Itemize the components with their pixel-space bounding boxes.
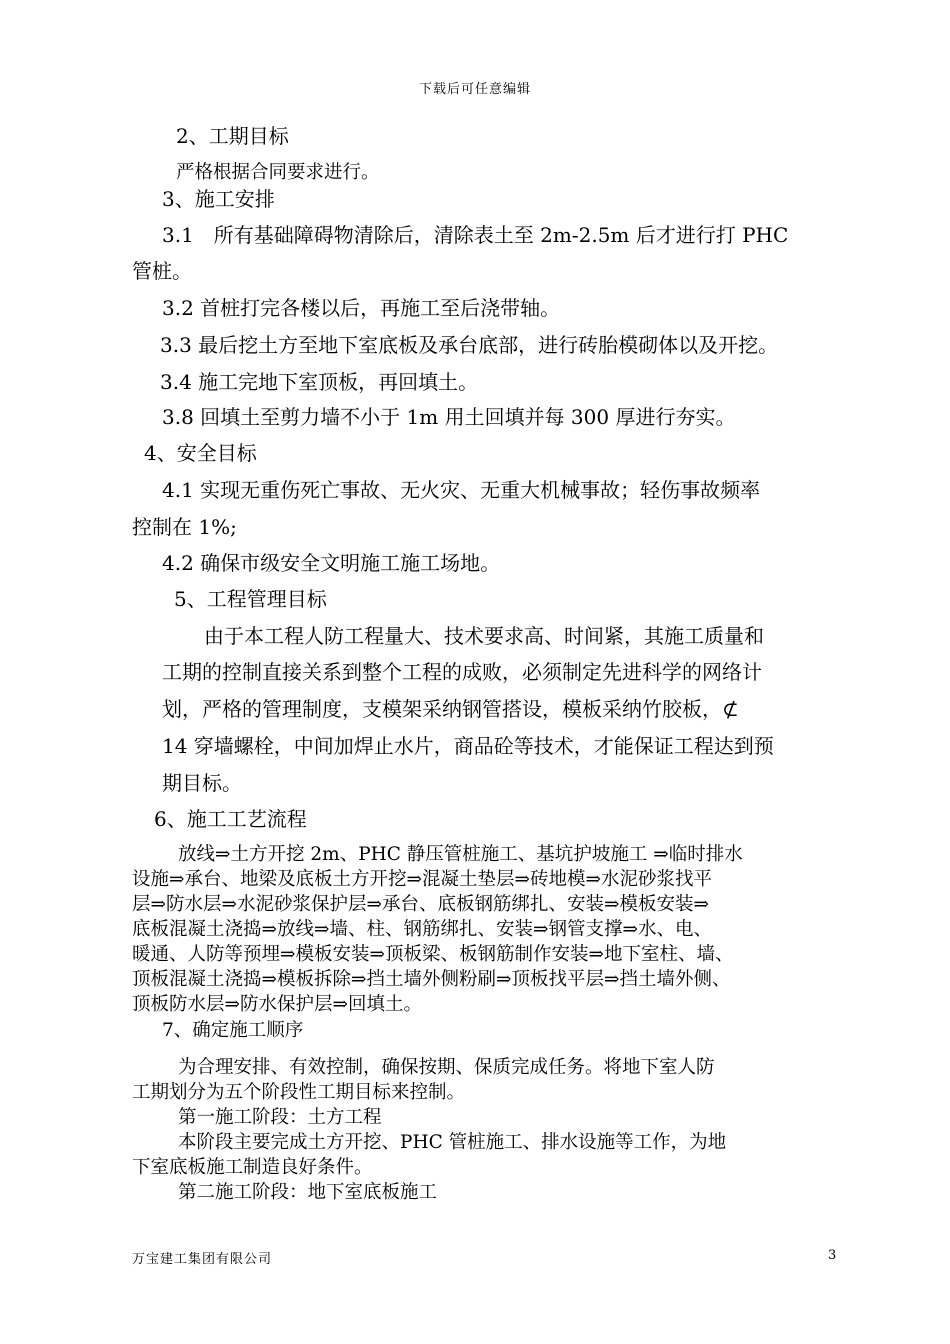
- paragraph-line: 暖通、人防等预埋⇒模板安装⇒顶板梁、板钢筋制作安装⇒地下室柱、墙、: [132, 944, 734, 965]
- paragraph-line: 由于本工程人防工程量大、技术要求高、时间紧，其施工质量和: [204, 624, 764, 648]
- paragraph-line: 第一施工阶段：土方工程: [178, 1107, 382, 1128]
- paragraph-line: 第二施工阶段：地下室底板施工: [178, 1182, 438, 1203]
- paragraph-line: 控制在 1%;: [132, 515, 237, 539]
- heading-construction-arrangement: 3、施工安排: [162, 187, 275, 211]
- paragraph-line: 本阶段主要完成土方开挖、PHC 管桩施工、排水设施等工作，为地: [178, 1132, 727, 1153]
- paragraph-line: 下室底板施工制造良好条件。: [132, 1157, 373, 1178]
- paragraph-line: 顶板混凝土浇捣⇒模板拆除⇒挡土墙外侧粉刷⇒顶板找平层⇒挡土墙外侧、: [132, 969, 731, 990]
- paragraph-line: 3.2 首桩打完各楼以后，再施工至后浇带轴。: [162, 296, 561, 320]
- paragraph-line: 划，严格的管理制度，支模架采纳钢管搭设，模板采纳竹胶板，⊄: [162, 697, 739, 721]
- paragraph-line: 为合理安排、有效控制，确保按期、保质完成任务。将地下室人防: [178, 1057, 715, 1078]
- paragraph-line: 设施⇒承台、地梁及底板土方开挖⇒混凝土垫层⇒砖地模⇒水泥砂浆找平: [132, 869, 713, 890]
- footer-company: 万宝建工集团有限公司: [132, 1252, 273, 1267]
- paragraph-line: 14 穿墙螺栓，中间加焊止水片，商品砼等技术，才能保证工程达到预: [162, 734, 774, 758]
- heading-schedule-goal: 2、工期目标: [176, 124, 289, 148]
- paragraph-line: 3.1 所有基础障碍物清除后，清除表土至 2m-2.5m 后才进行打 PHC: [162, 223, 789, 247]
- paragraph-line: 工期划分为五个阶段性工期目标来控制。: [132, 1082, 466, 1103]
- page-header: 下载后可任意编辑: [418, 82, 531, 97]
- paragraph-line: 3.8 回填土至剪力墙不小于 1m 用土回填并每 300 厚进行夯实。: [162, 405, 736, 429]
- heading-safety-goal: 4、安全目标: [144, 441, 257, 465]
- heading-process-flow: 6、施工工艺流程: [154, 807, 307, 831]
- paragraph-line: 工期的控制直接关系到整个工程的成败，必须制定先进科学的网络计: [162, 660, 762, 684]
- paragraph-line: 管桩。: [132, 259, 192, 283]
- paragraph-line: 层⇒防水层⇒水泥砂浆保护层⇒承台、底板钢筋绑扎、安装⇒模板安装⇒: [132, 894, 710, 915]
- paragraph-line: 期目标。: [162, 771, 242, 795]
- heading-construction-sequence: 7、确定施工顺序: [162, 1020, 304, 1041]
- paragraph-line: 4.1 实现无重伤死亡事故、无火灾、无重大机械事故；轻伤事故频率: [162, 478, 761, 502]
- paragraph-line: 4.2 确保市级安全文明施工施工场地。: [162, 551, 501, 575]
- paragraph-line: 严格根据合同要求进行。: [176, 162, 380, 183]
- paragraph-line: 顶板防水层⇒防水保护层⇒回填土。: [132, 994, 423, 1015]
- paragraph-line: 3.4 施工完地下室顶板，再回填土。: [160, 370, 479, 394]
- paragraph-line: 底板混凝土浇捣⇒放线⇒墙、柱、钢筋绑扎、安装⇒钢管支撑⇒水、电、: [132, 919, 713, 940]
- page-number: 3: [828, 1248, 837, 1263]
- paragraph-line: 放线⇒土方开挖 2m、PHC 静压管桩施工、基坑护坡施工 ⇒临时排水: [178, 844, 743, 865]
- paragraph-line: 3.3 最后挖土方至地下室底板及承台底部，进行砖胎模砌体以及开挖。: [160, 333, 779, 357]
- heading-management-goal: 5、工程管理目标: [174, 587, 327, 611]
